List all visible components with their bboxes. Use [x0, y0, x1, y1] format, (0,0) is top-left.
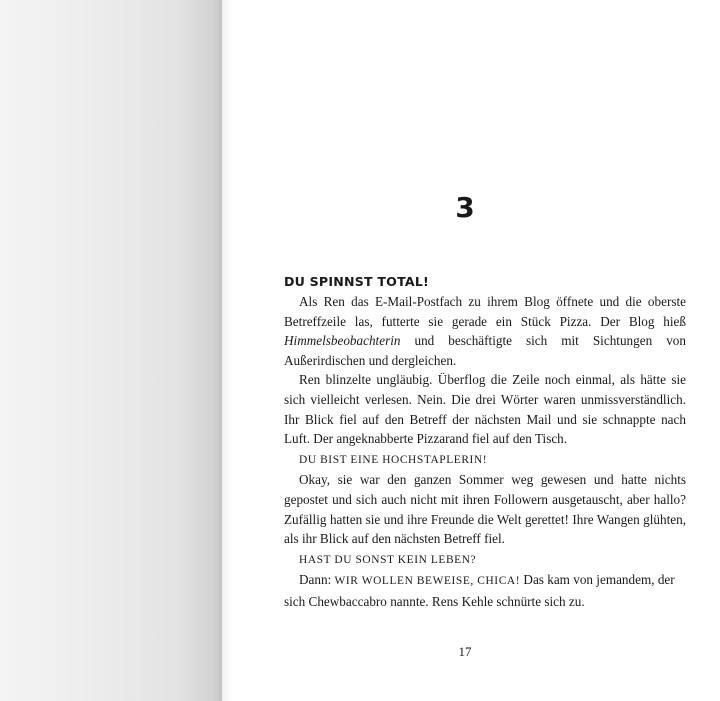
blog-name: Himmelsbeobachterin [284, 333, 401, 349]
book-page [222, 0, 720, 701]
paragraph-4: Okay, sie war den ganzen Sommer weg gewesen und hatte nichts gepostet und sich auch nicht mit ihren Followern ausgetauscht, aber hallo? Zufällig hatten sie und ihre Freunde die Welt gerettet! Ihre Wangen glühten, als ihr Blick auf den nächsten Betreff fiel. [284, 472, 686, 547]
chapter-heading: DU SPINNST TOTAL! [284, 274, 429, 289]
paragraph-1 [284, 292, 686, 370]
email-subject-3: HAST DU SONST KEIN LEBEN? [299, 553, 477, 566]
chapter-text [284, 272, 686, 612]
paragraph-1-end: und beschäftigte sich mit Sichtungen von Außerirdischen und dergleichen. [284, 333, 686, 368]
paragraph-2: Ren blinzelte ungläubig. Überflog die Zeile noch einmal, als hätte sie sich vielleicht verlesen. Nein. Die drei Wörter waren unmissverständlich. Ihr Blick fiel auf den Betreff der nächsten Mail und sie schnappte nach Luft. Der angeknabberte Pizzarand fiel auf den Tisch. [284, 372, 686, 447]
paragraph-6-rest: Das kam von jemandem, der sich Chewbaccabro nannte. Rens Kehle schnürte sich zu. [284, 572, 675, 609]
email-subject-4: WIR WOLLEN BEWEISE, CHICA! [334, 575, 521, 588]
page-number: 17 [458, 644, 472, 659]
paragraph-3 [284, 449, 686, 471]
paragraph-6-prefix: Dann: [299, 572, 335, 588]
chapter-number: 3 [455, 191, 475, 224]
book-spine-shadow [0, 0, 222, 701]
email-subject-2: DU BIST EINE HOCHSTAPLERIN! [299, 453, 488, 466]
paragraph-5 [284, 549, 686, 571]
paragraph-1-start: Als Ren das E-Mail-Postfach zu ihrem Blog öffnete und die oberste Betreffzeile las, futterte sie gerade ein Stück Pizza. Der Blog hieß [284, 294, 686, 329]
paragraph-6 [284, 570, 686, 611]
